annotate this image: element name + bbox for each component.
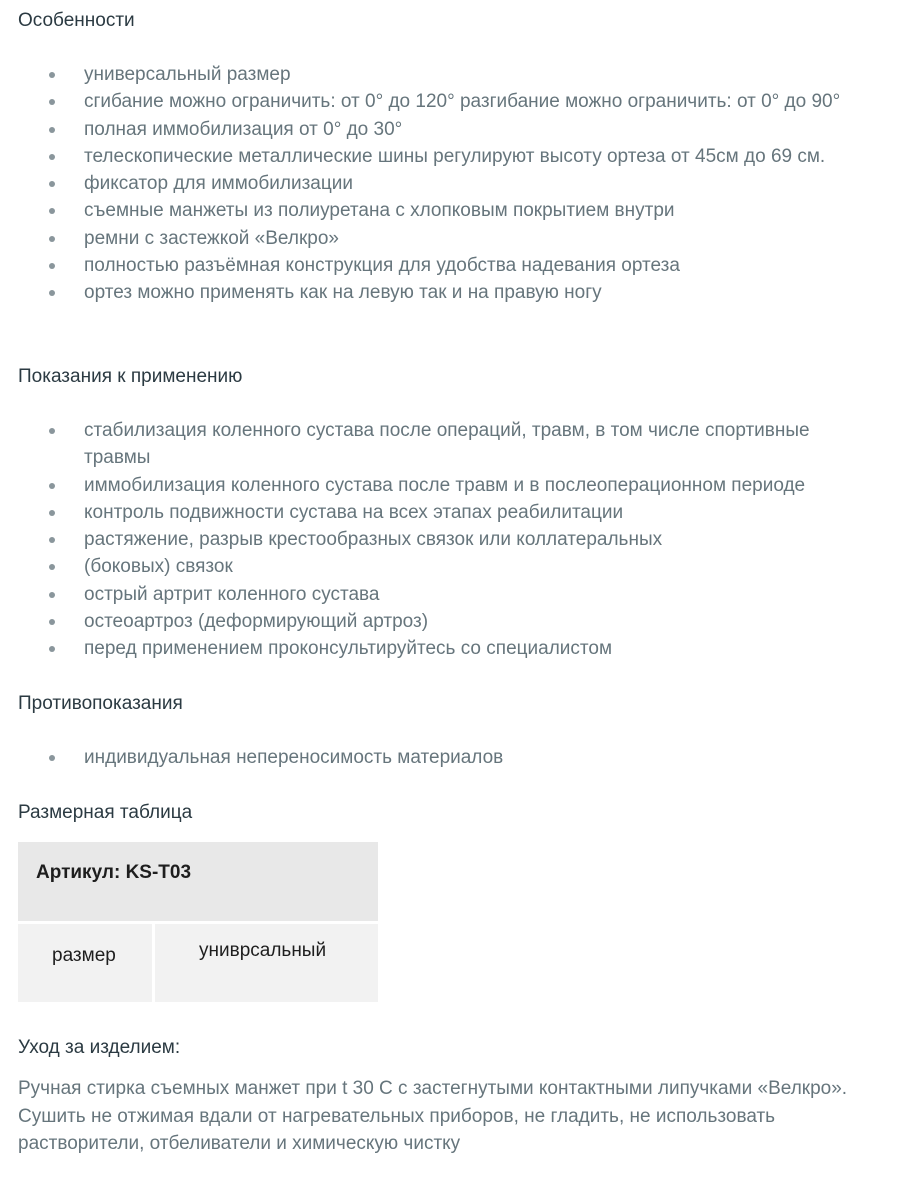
care-heading: Уход за изделием: bbox=[18, 1037, 181, 1058]
size-value: униврсальный bbox=[199, 940, 327, 961]
indications-list bbox=[0, 417, 900, 663]
list-item: острый артрит коленного сустава bbox=[0, 581, 900, 608]
list-item: ремни с застежкой «Велкро» bbox=[0, 225, 900, 252]
list-item: полностью разъёмная конструкция для удобства надевания ортеза bbox=[0, 252, 900, 279]
size-label-cell bbox=[18, 924, 152, 1002]
indications-heading: Показания к применению bbox=[18, 366, 243, 387]
list-item: ортез можно применять как на левую так и на правую ногу bbox=[0, 279, 900, 306]
list-item: контроль подвижности сустава на всех этапах реабилитации bbox=[0, 499, 900, 526]
size-value-cell bbox=[155, 924, 378, 1002]
size-table-heading: Размерная таблица bbox=[18, 802, 193, 823]
contraindications-list bbox=[0, 744, 900, 771]
care-instructions: Ручная стирка съемных манжет при t 30 С с застегнутыми контактными липучками «Велкро». Сушить не отжимая вдали от нагревательных приборов, не гладить, не использовать растворители, отбеливатели и химическую чистку bbox=[18, 1078, 848, 1154]
features-heading: Особенности bbox=[18, 10, 135, 31]
list-item: остеоартроз (деформирующий артроз) bbox=[0, 608, 900, 635]
list-item: телескопические металлические шины регулируют высоту ортеза от 45см до 69 см. bbox=[0, 143, 900, 170]
size-table-header-cell bbox=[18, 842, 378, 921]
list-item: растяжение, разрыв крестообразных связок или коллатеральных bbox=[0, 526, 900, 553]
list-item: фиксатор для иммобилизации bbox=[0, 170, 900, 197]
list-item: индивидуальная непереносимость материалов bbox=[0, 744, 900, 771]
article-number: Артикул: KS-T03 bbox=[36, 862, 192, 883]
list-item: универсальный размер bbox=[0, 61, 900, 88]
size-table bbox=[18, 842, 380, 1004]
list-item: перед применением проконсультируйтесь со специалистом bbox=[0, 635, 900, 662]
features-list bbox=[0, 61, 900, 307]
contraindications-heading: Противопоказания bbox=[18, 693, 183, 714]
size-label: размер bbox=[52, 945, 116, 966]
list-item: стабилизация коленного сустава после операций, травм, в том числе спортивные травмы bbox=[0, 417, 900, 472]
list-item: (боковых) связок bbox=[0, 553, 900, 580]
list-item: сгибание можно ограничить: от 0° до 120° разгибание можно ограничить: от 0° до 90° bbox=[0, 88, 900, 115]
list-item: полная иммобилизация от 0° до 30° bbox=[0, 116, 900, 143]
list-item: иммобилизация коленного сустава после травм и в послеоперационном периоде bbox=[0, 472, 900, 499]
list-item: съемные манжеты из полиуретана с хлопковым покрытием внутри bbox=[0, 197, 900, 224]
